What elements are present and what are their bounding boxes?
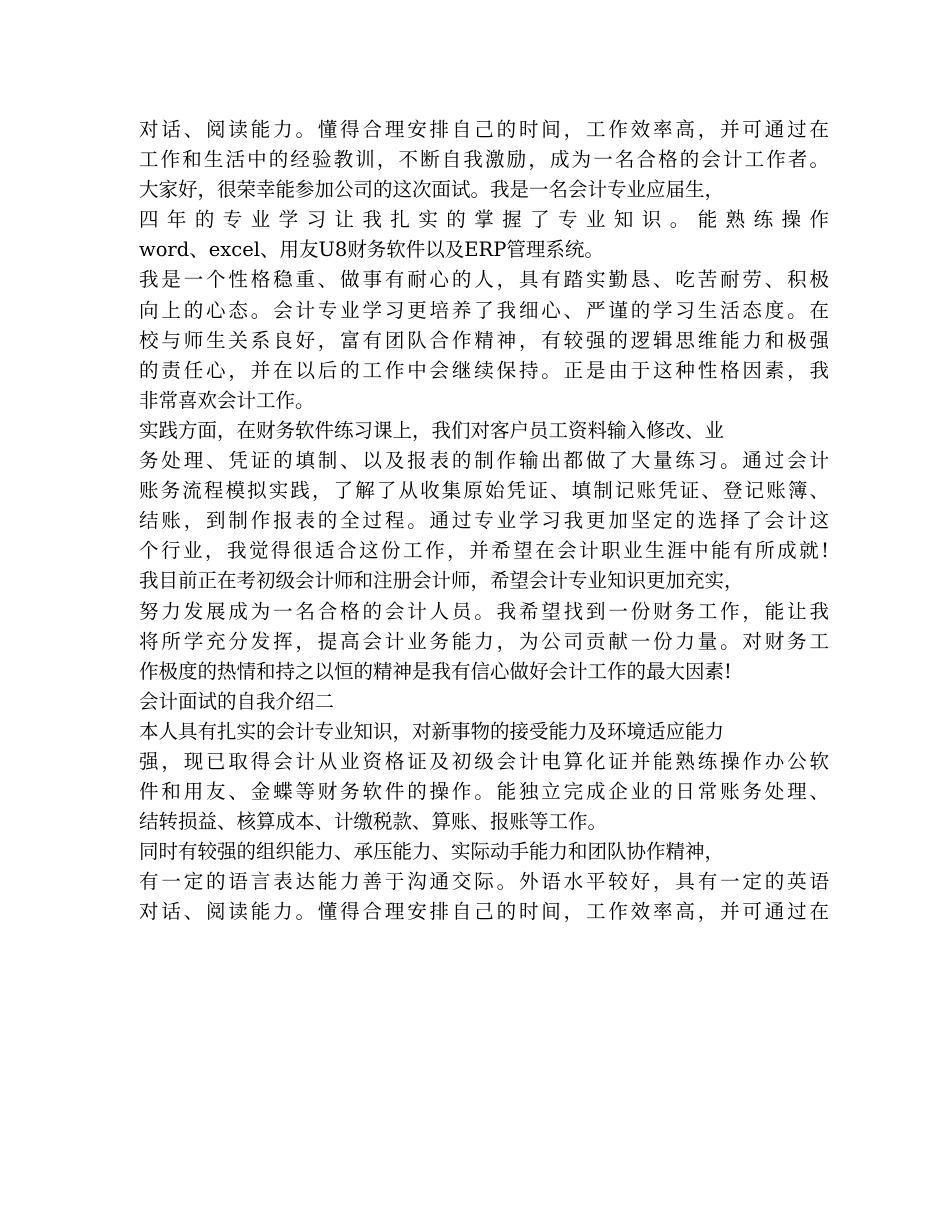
- text-line: 对话、阅读能力。懂得合理安排自己的时间，工作效率高，并可通过在: [139, 900, 829, 924]
- text-line: 个行业，我觉得很适合这份工作，并希望在会计职业生涯中能有所成就!: [139, 539, 829, 563]
- text-line: 务处理、凭证的填制、以及报表的制作输出都做了大量练习。通过会计: [139, 449, 829, 473]
- text-line: 工作和生活中的经验教训，不断自我激励，成为一名合格的会计工作者。: [139, 148, 829, 172]
- text-line: 对话、阅读能力。懂得合理安排自己的时间，工作效率高，并可通过在: [139, 118, 829, 141]
- section-heading: 会计面试的自我介绍二: [139, 689, 335, 713]
- text-line: 的责任心，并在以后的工作中会继续保持。正是由于这种性格因素，我: [139, 358, 829, 382]
- document-body: [139, 115, 829, 928]
- text-line: 账务流程模拟实践，了解了从收集原始凭证、填制记账凭证、登记账簿、: [139, 479, 829, 503]
- text-line: 结账，到制作报表的全过程。通过专业学习我更加坚定的选择了会计这: [139, 509, 829, 533]
- text-line: 实践方面，在财务软件练习课上，我们对客户员工资料输入修改、业: [139, 418, 725, 442]
- text-line: 非常喜欢会计工作。: [139, 388, 315, 412]
- text-line: 四年的专业学习让我扎实的掌握了专业知识。能熟练操作: [139, 208, 829, 232]
- text-line: 本人具有扎实的会计专业知识，对新事物的接受能力及环境适应能力: [139, 719, 725, 743]
- text-line: 校与师生关系良好，富有团队合作精神，有较强的逻辑思维能力和极强: [139, 328, 829, 352]
- text-line: 大家好，很荣幸能参加公司的这次面试。我是一名会计专业应届生，: [139, 178, 725, 202]
- text-line: 我目前正在考初级会计师和注册会计师，希望会计专业知识更加充实，: [139, 569, 744, 593]
- text-line: 强，现已取得会计从业资格证及初级会计电算化证并能熟练操作办公软: [139, 749, 829, 773]
- text-line: 我是一个性格稳重、做事有耐心的人，具有踏实勤恳、吃苦耐劳、积极: [139, 268, 829, 292]
- text-line: 同时有较强的组织能力、承压能力、实际动手能力和团队协作精神，: [139, 840, 725, 864]
- text-line: 结转损益、核算成本、计缴税款、算账、报账等工作。: [139, 810, 608, 834]
- text-line: 努力发展成为一名合格的会计人员。我希望找到一份财务工作，能让我: [139, 599, 829, 623]
- text-line: 作极度的热情和持之以恒的精神是我有信心做好会计工作的最大因素!: [139, 659, 732, 683]
- text-line: 有一定的语言表达能力善于沟通交际。外语水平较好，具有一定的英语: [139, 870, 829, 894]
- text-line: 件和用友、金蝶等财务软件的操作。能独立完成企业的日常账务处理、: [139, 780, 829, 804]
- text-line: 向上的心态。会计专业学习更培养了我细心、严谨的学习生活态度。在: [139, 298, 829, 322]
- text-line: word、excel、用友U8财务软件以及ERP管理系统。: [139, 238, 604, 262]
- text-line: 将所学充分发挥，提高会计业务能力，为公司贡献一份力量。对财务工: [139, 629, 829, 653]
